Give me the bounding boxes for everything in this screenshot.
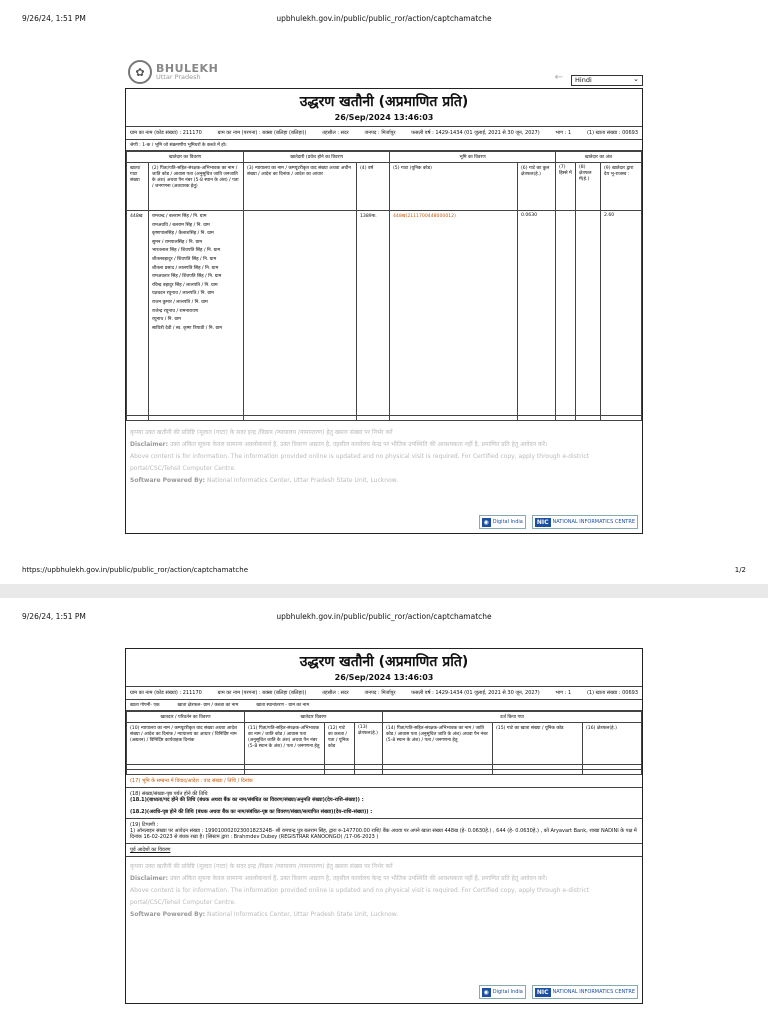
print-footer: [22, 566, 746, 574]
software-by: National Informatics Center, Uttar Pradesh State Unit, Lucknow.: [206, 477, 398, 484]
col-header: (16) क्षेत्रफल(हे.): [583, 723, 642, 765]
doc-title: उद्धरण खतौनी (अप्रमाणित प्रति): [299, 94, 469, 110]
meta-village: ग्राम का नाम (कोड संख्या) : 211170: [130, 690, 202, 696]
col-header: (3) न्यायालय का नाम / कम्प्यूटरीकृत वाद संख्या अथवा अधीन संख्या / आदेश का दिनांक / आदेश का आधार: [244, 163, 357, 211]
group-header: खातेदारी (प्रवेश होने का विवरण: [244, 152, 390, 163]
meta-line2-c: खाता स्थानांतरण - ग्राम का नाम: [256, 703, 310, 708]
owner-line: रामअवधि / बलराम सिंह / नि. ग्राम: [152, 222, 210, 228]
cell-area: 0.0630: [518, 211, 556, 416]
digital-india-logo[interactable]: ◉ Digital India: [479, 985, 526, 999]
doc-title: उद्धरण खतौनी (अप्रमाणित प्रति): [299, 654, 469, 670]
group-header: भूमि का विवरण: [390, 152, 556, 163]
meta-tehsil: तहसील : सदर: [322, 690, 349, 696]
col-header: (15) गाटे का खाता संख्या / यूनिक कोड: [493, 723, 583, 765]
disclaimer-label: Disclaimer:: [130, 875, 169, 882]
meta-bhag: भाग : 1: [555, 130, 572, 136]
col-header: (12) गाटे का कब्जा / पता / यूनिक कोड: [325, 723, 355, 765]
section-18: [126, 788, 642, 819]
group-header: खातेदार का विवरण: [127, 152, 244, 163]
owner-line: कृष्णपालसिंह / कैलाशसिंह / नि. ग्राम: [152, 231, 214, 237]
owner-line: राजन कुमार / लालपति / नि. ग्राम: [152, 299, 208, 305]
print-url-full: https://upbhulekh.gov.in/public/public_ror/action/captchamatche: [22, 566, 249, 574]
change-table: [126, 711, 642, 775]
owner-line: रविन्द्र बहादुर सिंह / लालपति / नि. ग्राम: [152, 282, 218, 288]
owner-line: रामचन्द्र / बलराम सिंह / नि. ग्राम: [152, 214, 207, 219]
meta-line-2: [126, 700, 642, 711]
disclaimer-block: [126, 421, 642, 487]
site-topbar: [125, 60, 643, 86]
footer-badges: [479, 985, 638, 999]
cell-court: [244, 211, 357, 416]
section-19-title: (19) टिप्पणी :: [130, 822, 159, 828]
owner-line: राजेन्द्र रघुनाथ / रामनारायण: [152, 308, 199, 314]
owner-line: यज्ञवदन रघुनाथ / लालपति / नि. ग्राम: [152, 291, 214, 297]
col-header: (5) गाटा (यूनिक कोड): [390, 163, 518, 211]
doc-date: 26/Sep/2024 13:46:03: [334, 113, 434, 122]
meta-district: जनपद : मिर्जापुर: [364, 690, 396, 696]
software-by: National Informatics Center, Uttar Pradesh State Unit, Lucknow.: [206, 911, 398, 918]
section-19-text: 1) ऑनलाइन संख्या पर आवेदन संख्या : 19901000202300182324B- श्री रामचन्द्र पुत्र बलराम सिंह, द्वारा रु-147700.00 राशि/ बैंक अथवा पर अपने खाता संख्या 448ख (हे- 0.0630हे.) , 644 (हे- 0.0630हे.) , को Aryavart Bank, शाखा NADINI के पक्ष में दिनांक 16-02-2023 से बंधक रखा है। (सिस्टम द्वारा : Brahmdev Dubey (REGISTRAR KANOONGO) /17-06-2023 ): [130, 828, 637, 840]
col-header: (6) गाटे का कुल क्षेत्रफल(हे.): [518, 163, 556, 211]
owner-line: रघुनाथ / नि. ग्राम: [152, 317, 181, 323]
group-header: खातदार / परिवर्तन का विवरण: [127, 712, 245, 723]
disclaimer-hindi-2: उक्त अंकित सूचना केवल सामान्य अवलोकनार्थ है, उक्त विवरण अद्यतन है, तहसील कार्यालय केन्द्र पर भौतिक उपस्थिति की आवश्यकता नहीं है, प्रमाणित प्रति हेतु आवेदन करें।: [169, 875, 548, 882]
col-header: (7) हिस्से में: [556, 163, 576, 211]
cell-share-area: [576, 211, 601, 416]
col-header: (13) क्षेत्रफल(हे.): [355, 723, 383, 765]
disclaimer-label: Disclaimer:: [130, 441, 169, 448]
disclaimer-english: Above content is for information. The information provided online is updated and no physical visit is required. For Certified copy, apply through e-district portal/CSC/Tehsil Computer Centre.: [130, 453, 590, 472]
cell-revenue: 2.60: [601, 211, 642, 416]
print-datetime: 9/26/24, 1:51 PM: [22, 612, 86, 621]
col-header: (8) क्षेत्रफल में(हे.): [576, 163, 601, 211]
software-label: Software Powered By:: [130, 911, 206, 918]
category-note: श्रेणी : 1-क / भूमि जो संक्रमणीय भूमिधरों के कब्जे में हो।: [126, 140, 642, 151]
section-18-1: (18.1)(बाध्यता/पद होने की तिथि (बंधक अथवा बैंक का नाम/संबंधित का विवरण/संख्या/अनुमति संख्या)(देय-राशि-संख्या)) :: [130, 797, 364, 803]
col-header: खाता/ गाटा संख्या: [127, 163, 149, 211]
footer-badges: [479, 515, 638, 529]
owner-line: भारतलाल सिंह / शिवपति सिंह / नि. ग्राम: [152, 248, 221, 254]
owner-line: सावित्री देवी / स्व. कृष्ण त्रिपाठी / नि. ग्राम: [152, 325, 222, 331]
meta-fasli: फसली वर्ष : 1429-1434 (01 जुलाई, 2021 से 30 जून, 2027): [411, 130, 540, 136]
meta-line2-a: खाता गोपनी- एक: [130, 703, 160, 708]
chevron-down-icon: ⌄: [633, 75, 639, 83]
meta-line2-b: खाता क्षेत्रफल- ग्राम / कब्जा का नाम: [177, 703, 239, 708]
digital-india-logo[interactable]: ◉ Digital India: [479, 515, 526, 529]
brand-name: BHULEKH: [156, 62, 219, 76]
bhulekh-logo: [128, 60, 218, 84]
meta-pargana: ग्राम का नाम (परगना) : बक्सा (बलिहा (बलिहा)): [217, 130, 307, 136]
print-page-2: [0, 598, 768, 1024]
section-18-2: (18.2)(अवधि-पृष्ठ होने की तिथि (बंधक अथवा बैंक का नाम/संबंधित-पृष्ठ का विवरण/संख्या/सत्यापित संख्या)(देय-राशि-संख्या)) :: [130, 809, 373, 815]
khatauni-document: [125, 88, 643, 534]
software-label: Software Powered By:: [130, 477, 206, 484]
col-header: (9) खातेदार द्वारा देय भू-राजस्व :: [601, 163, 642, 211]
language-select[interactable]: [571, 75, 643, 86]
section-19: [126, 819, 642, 844]
meta-khata: (1) खाता संख्या : 00693: [586, 690, 638, 696]
meta-tehsil: तहसील : सदर: [322, 130, 349, 136]
meta-village: ग्राम का नाम (कोड संख्या) : 211170: [130, 130, 202, 136]
doc-meta: [126, 686, 642, 700]
print-datetime: 9/26/24, 1:51 PM: [22, 14, 86, 23]
meta-district: जनपद : मिर्जापुर: [364, 130, 396, 136]
disclaimer-block: [126, 857, 642, 921]
meta-bhag: भाग : 1: [555, 690, 572, 696]
language-selected: Hindi: [575, 76, 592, 84]
disclaimer-english: Above content is for information. The information provided online is updated and no physical visit is required. For Certified copy, apply through e-district portal/CSC/Tehsil Computer Centre.: [130, 887, 590, 906]
print-url-title: upbhulekh.gov.in/public/public_ror/action/captchamatche: [276, 612, 492, 621]
previous-orders: पूर्व आदेशों का विवरण: [126, 844, 642, 857]
disclaimer-hindi-2: उक्त अंकित सूचना केवल सामान्य अवलोकनार्थ है, उक्त विवरण अद्यतन है, तहसील कार्यालय केन्द्र पर भौतिक उपस्थिति की आवश्यकता नहीं है, प्रमाणित प्रति हेतु आवेदन करें।: [169, 441, 548, 448]
section-17: (17) भूमि के सम्बन्ध में विवाद/आदेश : वाद संख्या / तिथि / दिनांक: [126, 775, 642, 788]
group-header: खातेदार का अंश: [556, 152, 642, 163]
col-header: (2) पिता/पति-सहित-संरक्षक-अभिभावक का नाम / जाति कोड / आवास पता (अनुसूचित जाति जनजाति के अंश) अथवा पैन नंबर (5-8 स्थान के अंश) / पता / जनगणना (अवधारक हेतु): [149, 163, 244, 211]
col-header: (4) वर्ष: [357, 163, 390, 211]
cell-year: 1389फ.: [357, 211, 390, 416]
disclaimer-hindi: कृपया उक्त खतौनी की प्रविष्टि (मूलात (गाटा) के सदर इन्द्र /विक्रय /न्यायालय /नामान्तरण) हेतु खसरा संख्या पर निर्भर करें: [130, 863, 393, 870]
khatauni-table: [126, 151, 642, 421]
emblem-icon: ✿: [128, 60, 152, 84]
owner-line: सुमन / रामपालसिंह / नि. ग्राम: [152, 239, 202, 245]
owner-line: रामअवतार सिंह / शिवपति सिंह / नि. ग्राम: [152, 274, 222, 280]
brand-state: Uttar Pradesh: [156, 73, 201, 82]
cell-khata-no: 448ख: [127, 211, 149, 416]
owner-line: शीतलबहादुर / शिवपति सिंह / नि. ग्राम: [152, 256, 217, 262]
meta-pargana: ग्राम का नाम (परगना) : बक्सा (बलिहा (बलिहा)): [217, 690, 307, 696]
cell-owners: [149, 211, 244, 416]
khatauni-document-2: [125, 648, 643, 1004]
print-page-number: 1/2: [734, 566, 746, 574]
meta-fasli: फसली वर्ष : 1429-1434 (01 जुलाई, 2021 से 30 जून, 2027): [411, 690, 540, 696]
cell-share: [556, 211, 576, 416]
meta-khata: (1) खाता संख्या : 00693: [586, 130, 638, 136]
col-header: (11) पिता/पति-सहित-संरक्षक-अभिभावक का नाम / जाति कोड / आवास पता (अनुसूचित जाति के अंश) अथवा पैन नंबर (5-8 स्थान के अंश) / पता / जनगणना हेतु: [245, 723, 325, 765]
nic-logo[interactable]: NIC NATIONAL INFORMATICS CENTRE: [532, 985, 638, 999]
group-header: दर्ज किया गया: [383, 712, 642, 723]
group-header: खातेदार विवरण: [245, 712, 383, 723]
gata-link[interactable]: 448ख(2111700448000012): [390, 211, 518, 416]
section-18-title: (18) संख्या/संख्या-पृष्ठ पर्यत होने की तिथि: [130, 791, 208, 797]
disclaimer-hindi: कृपया उक्त खतौनी की प्रविष्टि (मूलात (गाटा) के सदर इन्द्र /विक्रय /न्यायालय /नामान्तरण) हेतु खसरा संख्या पर निर्भर करें: [130, 429, 393, 436]
table-row: [127, 211, 642, 416]
nic-logo[interactable]: NIC NATIONAL INFORMATICS CENTRE: [532, 515, 638, 529]
owner-line: शीतला प्रसाद / लालपति सिंह / नि. ग्राम: [152, 265, 219, 271]
print-url-title: upbhulekh.gov.in/public/public_ror/action/captchamatche: [276, 14, 492, 23]
doc-meta: [126, 126, 642, 140]
doc-date: 26/Sep/2024 13:46:03: [334, 673, 434, 682]
col-header: (10) न्यायालय का नाम / कम्प्यूटरीकृत वाद संख्या अथवा आदेश संख्या / आदेश का दिनांक / न्यायालय का आधार / विनिर्दिष्ट नाम (अद्यतन) / विनिर्दिष्ट कार्यवाहक दिनांक: [127, 723, 245, 765]
back-arrow-icon[interactable]: ←: [554, 72, 563, 83]
col-header: (14) पिता/पति-सहित-संरक्षक-अभिभावक का नाम / जाति कोड / आवास पता (अनुसूचित जाति के अंश) अथवा पैन नंबर (5-8 स्थान के अंश) / पता / जनगणना हेतु: [383, 723, 493, 765]
